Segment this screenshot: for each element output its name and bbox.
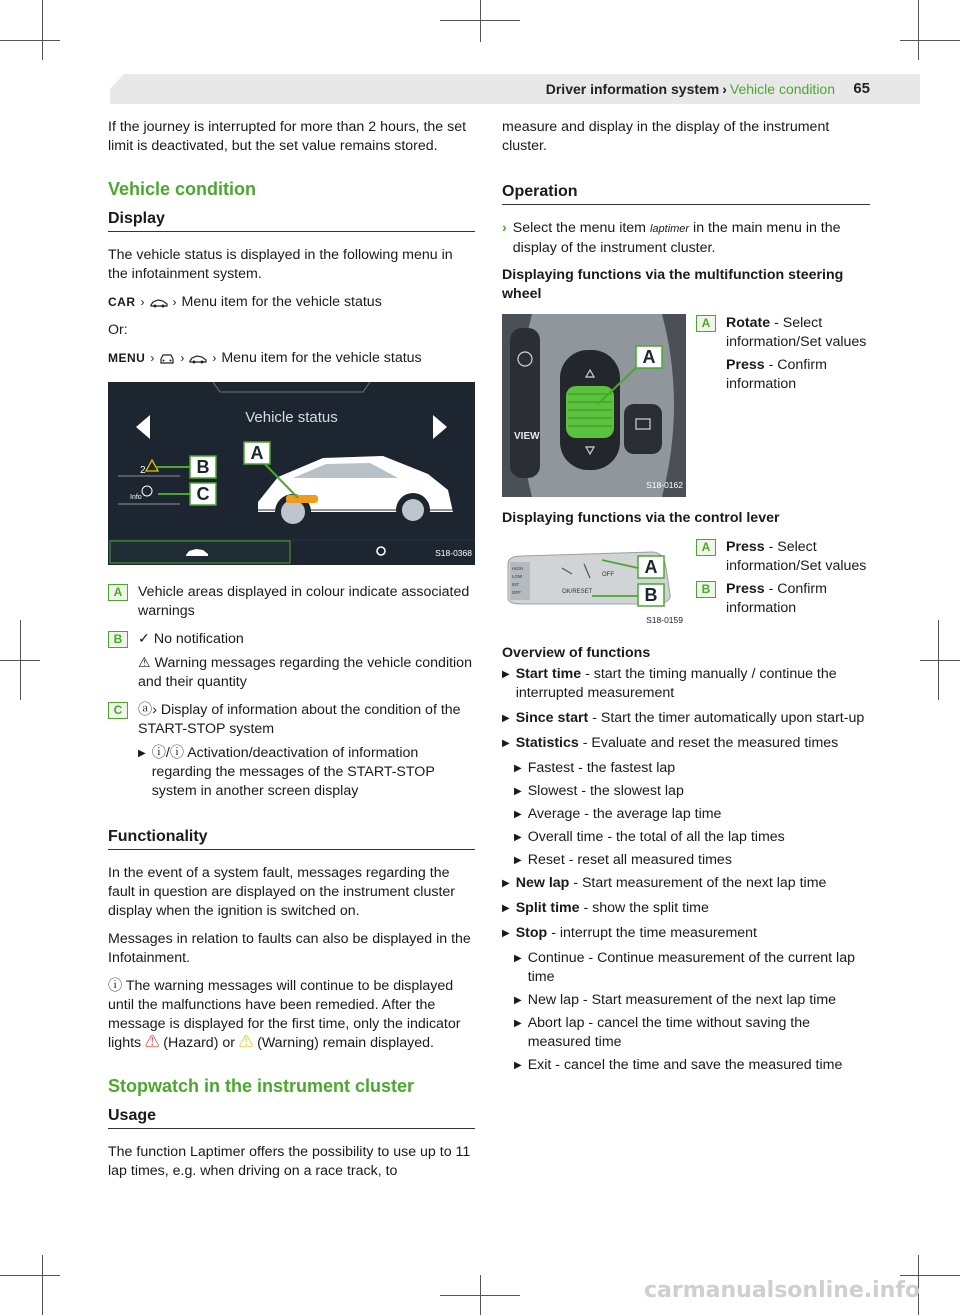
intro-paragraph: If the journey is interrupted for more than 2 hours, the set limit is deactivated, but the set value remains stored.: [108, 119, 467, 154]
triangle-bullet-icon: ▶: [514, 1018, 522, 1029]
lever-callout-b: B: [644, 585, 658, 605]
overview-heading: Overview of functions: [502, 645, 651, 661]
list-item: ▶ Slowest - the slowest lap: [514, 783, 684, 799]
crop-mark: [42, 1255, 43, 1315]
breadcrumb-subsection: Vehicle condition: [729, 81, 835, 97]
triangle-bullet-icon: ▶: [514, 809, 522, 820]
list-item: ▶ Start time - start the timing manually / continue the interrupted measurement: [502, 666, 837, 701]
menu-item-text: Menu item for the vehicle status: [181, 294, 382, 310]
lever-key-a: A: [696, 539, 716, 556]
chevron-right-icon: ›: [212, 351, 217, 365]
no-notification-text: No notification: [153, 631, 244, 647]
menu-item-text: Menu item for the vehicle status: [221, 350, 422, 366]
triangle-bullet-icon: ▶: [502, 878, 510, 889]
list-item: ▶ Overall time - the total of all the lap times: [514, 829, 785, 845]
view-label: VIEW: [514, 431, 540, 442]
functionality-p2: Messages in relation to faults can also be displayed in the Infotainment.: [108, 931, 471, 966]
crop-mark: [440, 20, 520, 21]
functionality-p3: ⓘ The warning messages will continue to be displayed until the malfunctions have been remedied. After the message is displayed for the first time, only the indicator lights ⚠ (Hazard) or ⚠ (Warning) remain displayed.: [108, 978, 461, 1051]
svg-text:HIGH: HIGH: [512, 566, 524, 571]
figure-code: S18-0368: [435, 548, 472, 558]
screen-title: Vehicle status: [245, 409, 338, 426]
operation-heading: Operation: [502, 182, 870, 205]
list-item: ▶ Abort lap - cancel the time without saving the measured time: [514, 1015, 811, 1050]
start-stop-info-text: Display of information about the condition of the START-STOP system: [138, 702, 461, 737]
label-a-text: Vehicle areas displayed in colour indicate associated warnings: [138, 584, 470, 619]
callout-a: A: [250, 443, 264, 463]
warning-icon: ⚠: [238, 1035, 254, 1051]
figure-code: S18-0162: [646, 480, 683, 490]
warning-messages-text: Warning messages regarding the vehicle condition and their quantity: [138, 655, 472, 690]
activation-text: Activation/deactivation of information regarding the messages of the START-STOP system in another screen display: [151, 745, 435, 799]
list-item: ▶ Since start - Start the timer automatically upon start-up: [502, 710, 865, 726]
svg-text:LOW: LOW: [512, 574, 523, 579]
crop-mark: [0, 1275, 60, 1276]
triangle-bullet-icon: ▶: [502, 928, 510, 939]
info-label: Info: [130, 494, 142, 501]
callout-b: B: [196, 457, 210, 477]
list-item: ▶ Exit - cancel the time and save the measured time: [514, 1057, 843, 1073]
triangle-bullet-icon: ▶: [514, 763, 522, 774]
right-column: [502, 118, 870, 1079]
crop-mark: [440, 1295, 520, 1296]
stopwatch-title: Stopwatch in the instrument cluster: [108, 1076, 415, 1096]
list-item: ▶ New lap - Start measurement of the next lap time: [502, 875, 827, 891]
chevron-right-icon: ›: [140, 295, 145, 309]
menu-key: MENU: [108, 351, 146, 365]
list-item: ▶ New lap - Start measurement of the next lap time: [514, 992, 837, 1008]
reset-label: OK/RESET: [562, 589, 593, 595]
off-label: OFF: [602, 572, 614, 578]
menu-path-1: [108, 293, 475, 312]
chevron-right-icon: ›: [150, 351, 155, 365]
triangle-bullet-icon: ▶: [514, 953, 522, 964]
list-item: ▶ Fastest - the fastest lap: [514, 760, 676, 776]
steering-wheel-figure: [502, 314, 686, 497]
crop-mark: [920, 660, 960, 661]
triangle-bullet-icon: ▶: [514, 832, 522, 843]
step-arrow-icon: ›: [502, 220, 507, 236]
crop-mark: [42, 0, 43, 60]
breadcrumb: Driver information system › Vehicle condition: [545, 81, 835, 97]
label-b-row: [108, 630, 475, 692]
crop-mark: [900, 40, 960, 41]
car-key: CAR: [108, 295, 136, 309]
or-text: Or:: [108, 322, 128, 338]
checkmark-icon: ✓: [138, 631, 154, 647]
laptimer-menu-item: laptimer: [649, 223, 690, 235]
label-a-row: [108, 583, 475, 621]
triangle-bullet-icon: ▶: [514, 1060, 522, 1071]
lever-callout-a: A: [644, 557, 658, 577]
crop-mark: [0, 40, 60, 41]
display-heading: Display: [108, 209, 475, 232]
wheel-key-a: A: [696, 315, 716, 332]
triangle-bullet-icon: ▶: [502, 738, 510, 749]
chevron-right-icon: ›: [172, 295, 177, 309]
breadcrumb-section: Driver information system: [545, 81, 720, 97]
warning-icon: ⚠: [138, 655, 155, 671]
crop-mark: [900, 1275, 960, 1276]
car-front-icon: [159, 353, 175, 365]
svg-text:OFF: OFF: [512, 590, 521, 595]
continuation-text: measure and display in the display of the instrument cluster.: [502, 119, 830, 154]
control-lever-figure: [502, 538, 686, 632]
page-number: 65: [853, 80, 870, 97]
operation-step: › Select the menu item laptimer in the main menu in the display of the instrument cluster.: [502, 220, 841, 256]
functionality-p1: In the event of a system fault, messages regarding the fault in question are displayed on the instrument cluster display when the ignition is switched on.: [108, 865, 456, 919]
list-item: ▶ Continue - Continue measurement of the current lap time: [514, 950, 855, 985]
label-b-key: B: [108, 631, 128, 648]
watermark: carmanualsonline.info: [644, 1278, 920, 1303]
chevron-right-icon: ›: [180, 351, 185, 365]
label-a-key: A: [108, 584, 128, 601]
car-side-icon: [189, 354, 207, 364]
info-on-off-icon: ⓘ/ⓘ: [151, 745, 188, 761]
functions-list: [502, 665, 870, 1075]
triangle-bullet-icon: ▶: [502, 669, 510, 680]
vehicle-condition-title: Vehicle condition: [108, 179, 257, 199]
triangle-bullet-icon: ▶: [138, 748, 146, 759]
list-item: ▶ Split time - show the split time: [502, 900, 709, 916]
info-note-icon: ⓘ: [108, 978, 126, 994]
lever-figure-block: HIGH LOW INT OFF OFF OK/RESET A B S18-0159 A Press - Select information/Set values B Press - Confirm information: [502, 538, 870, 632]
vehicle-status-figure: [108, 382, 475, 565]
warning-count: 2: [140, 465, 146, 476]
label-c-row: [108, 701, 475, 801]
list-item: ▶ Average - the average lap time: [514, 806, 722, 822]
crop-mark: [918, 0, 919, 60]
list-item: ▶ Reset - reset all measured times: [514, 852, 732, 868]
svg-text:INT: INT: [512, 582, 520, 587]
left-column: [108, 118, 475, 1190]
start-stop-info-icon: ⓐ›: [138, 702, 161, 718]
car-side-icon: [150, 298, 168, 308]
list-item: ▶ Statistics - Evaluate and reset the measured times: [502, 735, 839, 751]
functionality-heading: Functionality: [108, 827, 475, 850]
triangle-bullet-icon: ▶: [502, 903, 510, 914]
display-text: The vehicle status is displayed in the following menu in the infotainment system.: [108, 247, 453, 282]
usage-text: The function Laptimer offers the possibility to use up to 11 lap times, e.g. when driving on a race track, to: [108, 1144, 471, 1179]
triangle-bullet-icon: ▶: [514, 786, 522, 797]
menu-path-2: [108, 349, 475, 368]
list-item: ▶ Stop - interrupt the time measurement: [502, 925, 757, 941]
triangle-bullet-icon: ▶: [514, 855, 522, 866]
lever-key-b: B: [696, 581, 716, 598]
triangle-bullet-icon: ▶: [514, 995, 522, 1006]
wheel-figure-block: VIEW A S18-0162 A Rotate - Select information/Set values Press - Confirm information: [502, 314, 870, 497]
usage-heading: Usage: [108, 1106, 475, 1129]
wheel-callout-a: A: [642, 347, 656, 367]
hazard-icon: ⚠: [145, 1035, 160, 1051]
triangle-bullet-icon: ▶: [502, 713, 510, 724]
lever-heading: Displaying functions via the control lever: [502, 510, 780, 526]
label-c-key: C: [108, 702, 128, 719]
figure-code: S18-0159: [646, 615, 683, 625]
wheel-heading: Displaying functions via the multifunction steering wheel: [502, 267, 844, 302]
crop-mark: [480, 0, 481, 42]
callout-c: C: [196, 484, 210, 504]
crop-mark: [0, 660, 40, 661]
